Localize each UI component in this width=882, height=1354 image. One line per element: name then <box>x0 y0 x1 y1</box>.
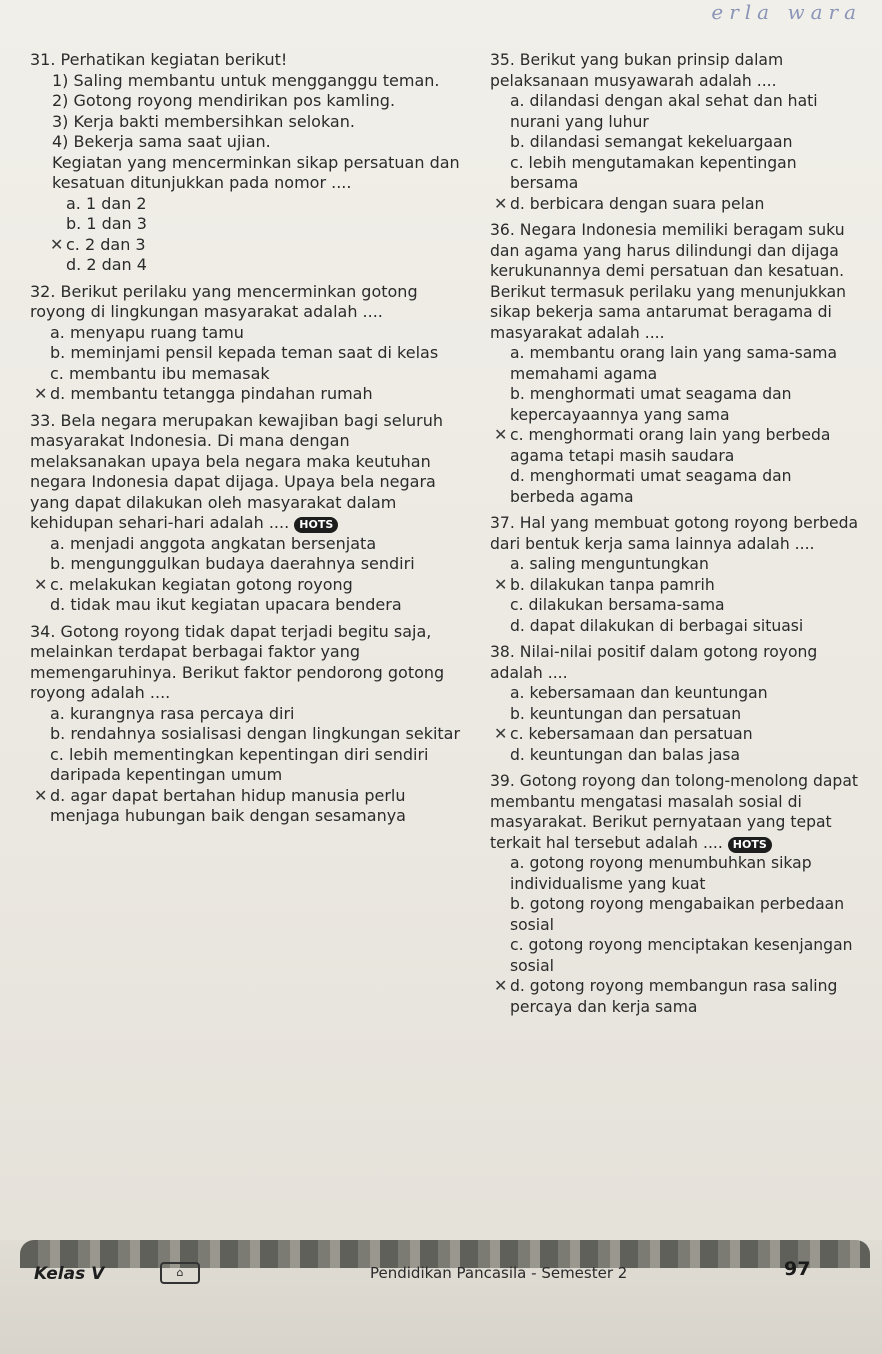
option-b[interactable]: b. mengunggulkan budaya daerahnya sendiri <box>50 554 415 573</box>
question-text <box>30 411 470 534</box>
hots-badge: HOTS <box>728 837 772 853</box>
question-number: 35. <box>490 51 515 69</box>
option-label: c. melakukan kegiatan gotong royong <box>50 574 353 594</box>
option-a[interactable]: a. 1 dan 2 <box>66 193 147 213</box>
question-body: Gotong royong tidak dapat terjadi begitu saja, melainkan terdapat berbagai faktor yang memengaruhinya. Berikut faktor pendorong gotong royong adalah .... <box>30 621 445 702</box>
question-37 <box>490 513 860 636</box>
option-c[interactable]: c. lebih mementingkan kepentingan diri sendiri daripada kepentingan umum <box>50 744 429 784</box>
question-34 <box>30 622 470 827</box>
option-d[interactable]: d. tidak mau ikut kegiatan upacara bendera <box>50 595 402 614</box>
option-label: c. 2 dan 3 <box>66 234 146 254</box>
option-b[interactable]: b. dilandasi semangat kekeluargaan <box>510 133 793 151</box>
option-b[interactable]: b. 1 dan 3 <box>66 214 147 233</box>
option-a[interactable]: a. membantu orang lain yang sama-sama memahami agama <box>510 344 838 383</box>
question-35 <box>490 50 860 214</box>
option-a[interactable]: a. kebersamaan dan keuntungan <box>510 684 768 702</box>
option-d[interactable]: d. menghormati umat seagama dan berbeda agama <box>510 467 792 506</box>
question-body: Hal yang membuat gotong royong berbeda dari bentuk kerja sama lainnya adalah .... <box>490 514 859 553</box>
handwritten-scribble: erla wara <box>711 0 862 24</box>
statement: 1) Saling membantu untuk mengganggu teman. <box>52 70 440 90</box>
option-b[interactable] <box>490 575 860 596</box>
option-d[interactable]: d. dapat dilakukan di berbagai situasi <box>510 616 804 635</box>
option-c[interactable] <box>490 425 860 466</box>
question-36 <box>490 220 860 507</box>
statement: 4) Bekerja sama saat ujian. <box>52 132 271 151</box>
option-label: d. gotong royong membangun rasa saling percaya dan kerja sama <box>510 977 838 1016</box>
option-b[interactable]: b. meminjami pensil kepada teman saat di kelas <box>50 343 439 362</box>
option-a[interactable]: a. gotong royong menumbuhkan sikap individualisme yang kuat <box>510 854 812 893</box>
question-number: 33. <box>30 410 56 430</box>
question-text: Kegiatan yang mencerminkan sikap persatuan dan kesatuan ditunjukkan pada nomor .... <box>52 152 460 192</box>
check-mark-icon: ✕ <box>34 384 48 403</box>
question-text <box>490 771 860 853</box>
question-39 <box>490 771 860 1017</box>
option-label: b. dilakukan tanpa pamrih <box>510 575 715 594</box>
option-d[interactable] <box>490 194 860 215</box>
page-number: 97 <box>784 1258 811 1280</box>
option-a[interactable]: a. saling menguntungkan <box>510 555 709 573</box>
question-text <box>30 622 470 704</box>
question-text <box>30 282 470 323</box>
question-text <box>490 513 860 554</box>
option-label: c. kebersamaan dan persatuan <box>510 725 753 743</box>
question-text <box>490 220 860 343</box>
option-label: d. agar dapat bertahan hidup manusia perlu menjaga hubungan baik dengan sesamanya <box>50 785 406 825</box>
question-number: 37. <box>490 514 515 532</box>
option-b[interactable]: b. keuntungan dan persatuan <box>510 704 742 723</box>
option-d[interactable] <box>30 384 470 405</box>
option-c[interactable] <box>30 575 470 596</box>
class-label: Kelas V <box>34 1264 105 1284</box>
check-mark-icon: ✕ <box>34 785 48 805</box>
option-d[interactable]: d. 2 dan 4 <box>66 255 147 274</box>
question-38 <box>490 642 860 765</box>
check-mark-icon: ✕ <box>494 193 508 213</box>
option-a[interactable]: a. menjadi anggota angkatan bersenjata <box>50 533 377 553</box>
question-number: 39. <box>490 772 515 790</box>
question-body: Berikut perilaku yang mencerminkan gotong royong di lingkungan masyarakat adalah .... <box>30 281 418 321</box>
subject-title: Pendidikan Pancasila - Semester 2 <box>370 1264 628 1282</box>
game-controller-icon: ⌂ <box>160 1262 200 1284</box>
option-c[interactable]: c. dilakukan bersama-sama <box>510 596 725 614</box>
check-mark-icon: ✕ <box>50 234 64 254</box>
question-33 <box>30 411 470 616</box>
left-column <box>30 50 470 833</box>
option-c[interactable]: c. membantu ibu memasak <box>50 363 270 383</box>
statement: 2) Gotong royong mendirikan pos kamling. <box>52 91 396 110</box>
option-b[interactable]: b. gotong royong mengabaikan perbedaan sosial <box>510 895 845 934</box>
question-32 <box>30 282 470 405</box>
question-number: 36. <box>490 221 515 239</box>
question-body: Nilai-nilai positif dalam gotong royong adalah .... <box>490 643 818 682</box>
question-number: 34. <box>30 621 56 641</box>
check-mark-icon: ✕ <box>494 574 508 594</box>
option-label: d. berbicara dengan suara pelan <box>510 194 765 213</box>
check-mark-icon: ✕ <box>494 425 508 444</box>
question-text <box>490 50 860 91</box>
check-mark-icon: ✕ <box>494 976 508 995</box>
check-mark-icon: ✕ <box>494 724 508 743</box>
statement: 3) Kerja bakti membersihkan selokan. <box>52 111 355 131</box>
option-b[interactable]: b. menghormati umat seagama dan kepercayaannya yang sama <box>510 385 792 424</box>
question-31 <box>30 50 470 276</box>
option-d[interactable]: d. keuntungan dan balas jasa <box>510 745 741 764</box>
option-b[interactable]: b. rendahnya sosialisasi dengan lingkungan sekitar <box>50 724 461 743</box>
option-a[interactable]: a. kurangnya rasa percaya diri <box>50 703 295 723</box>
hots-badge: HOTS <box>294 517 338 533</box>
question-title: 31. Perhatikan kegiatan berikut! <box>30 50 288 69</box>
option-c[interactable]: c. gotong royong menciptakan kesenjangan sosial <box>510 936 853 975</box>
question-number: 32. <box>30 281 56 301</box>
page-footer <box>0 1240 882 1354</box>
question-body: Berikut yang bukan prinsip dalam pelaksanaan musyawarah adalah .... <box>490 51 784 90</box>
check-mark-icon: ✕ <box>34 574 48 594</box>
option-d[interactable] <box>30 786 470 827</box>
option-c[interactable] <box>490 724 860 745</box>
question-body: Negara Indonesia memiliki beragam suku dan agama yang harus dilindungi dan dijaga kerukunannya demi persatuan dan kesatuan. Berikut termasuk perilaku yang menunjukkan sikap bekerja sama antarumat beragama di masyarakat adalah .... <box>490 221 847 342</box>
question-body: Bela negara merupakan kewajiban bagi seluruh masyarakat Indonesia. Di mana dengan melaksanakan upaya bela negara maka keutuhan negara Indonesia dapat dijaga. Upaya bela negara yang dapat dilakukan oleh masyarakat dalam kehidupan sehari-hari adalah .... <box>30 410 444 532</box>
question-body: Gotong royong dan tolong-menolong dapat membantu mengatasi masalah sosial di masyarakat. Berikut pernyataan yang tepat terkait hal tersebut adalah .... <box>490 772 858 852</box>
option-a[interactable]: a. dilandasi dengan akal sehat dan hati nurani yang luhur <box>510 92 818 131</box>
option-d[interactable] <box>490 976 860 1017</box>
option-a[interactable]: a. menyapu ruang tamu <box>50 322 244 342</box>
option-c[interactable] <box>30 235 470 256</box>
right-column <box>490 50 860 1023</box>
question-text <box>490 642 860 683</box>
option-c[interactable]: c. lebih mengutamakan kepentingan bersama <box>510 153 797 192</box>
option-label: d. membantu tetangga pindahan rumah <box>50 384 373 403</box>
option-label: c. menghormati orang lain yang berbeda agama tetapi masih saudara <box>510 426 831 465</box>
question-number: 38. <box>490 643 515 661</box>
